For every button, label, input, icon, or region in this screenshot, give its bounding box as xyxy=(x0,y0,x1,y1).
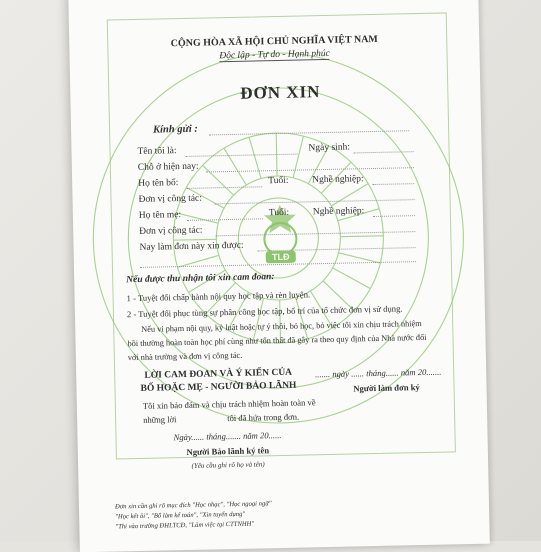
father-age-label: Tuổi: xyxy=(268,175,289,187)
watermark-ray xyxy=(333,267,371,289)
watermark-ray xyxy=(252,298,264,340)
emblem-text: TLĐ xyxy=(271,251,290,263)
greeting-label: Kính gửi : xyxy=(152,123,199,136)
commitment-item-1: 1 - Tuyệt đối chấp hành nội quy học tập và rèn luyện. xyxy=(126,289,311,304)
watermark-ray xyxy=(331,184,369,206)
nation-heading: CỘNG HÒA XÃ HỘI CHỦ NGHĨA VIỆT NAM xyxy=(170,33,378,50)
footer-note-line-3: "Thi vào trường ĐHLTCĐ, "Làm việc tại CTTNHH" xyxy=(115,520,255,531)
watermark-ray xyxy=(249,137,261,179)
guardian-heading-line-1: LỜI CAM ĐOAN VÀ Ý KIẾN CỦA xyxy=(144,367,293,381)
footer-note-line-2: "Học kết ôi", "Bổ làm kế toán", "Xin tuyển dụng" xyxy=(115,510,246,521)
watermark-ray xyxy=(224,148,246,186)
national-motto: Độc lập - Tự do - Hạnh phúc xyxy=(219,48,330,62)
mother-name-label: Họ tên mẹ: xyxy=(138,210,182,221)
commitment-paragraph-line-3: với nhà trường và đơn vị công tác. xyxy=(127,350,243,363)
request-label: Nay làm đơn này xin được: xyxy=(139,240,244,253)
commitment-item-2: 2 - Tuyệt đối phục tùng sự phân công học tập, bố trí của tổ chức đơn vị sử dụng. xyxy=(126,303,403,320)
name-label: Tên tôi là: xyxy=(137,146,177,157)
guardian-statement-line-1: Tôi xin bảo đảm và chịu trách nhiệm hoàn toàn về xyxy=(142,397,316,411)
footer-note-line-1: Đơn xin cần ghi rõ mục đích "Học nhạc", "Học ngoại ngữ" xyxy=(114,500,272,511)
father-name-label: Họ tên bố: xyxy=(138,178,179,189)
page-title: ĐƠN XIN xyxy=(240,82,321,103)
commitment-paragraph-line-1: Nếu vi phạm nội quy, kỷ luật hoặc tự ý thôi, bỏ học, bỏ việc tôi xin chịu trách nhiệm xyxy=(141,319,422,334)
guardian-date: Ngày...... tháng....... năm 20...... xyxy=(173,429,282,443)
mother-age-label: Tuổi: xyxy=(268,207,290,219)
watermark-ray xyxy=(176,212,218,224)
watermark-ray xyxy=(296,297,308,339)
watermark-ray xyxy=(340,236,383,237)
guardian-signature-label: Người Bảo lãnh ký tên xyxy=(186,445,270,457)
guardian-heading-line-2: BỐ HOẶC MẸ - NGƯỜI BẢO LÃNH xyxy=(140,380,297,394)
mother-workplace-label: Đơn vị công tác: xyxy=(139,225,203,237)
dob-label: Ngày sinh: xyxy=(308,142,351,154)
watermark-ray xyxy=(173,239,216,240)
commitment-paragraph-line-2: bồi thường hoàn toàn học phí cùng như tổn thất đã gây ra theo quy định của Nhà nước đối xyxy=(127,332,427,349)
guardian-signature-note: (Yêu cầu ghi rõ họ và tên) xyxy=(191,460,265,470)
father-workplace-label: Đơn vị công tác: xyxy=(138,193,202,205)
father-job-label: Nghề nghiệp: xyxy=(312,174,364,186)
mother-job-label: Nghề nghiệp: xyxy=(312,206,365,218)
address-label: Chỗ ở hiện nay: xyxy=(137,161,199,173)
application-form-page xyxy=(68,0,490,552)
guardian-statement-line-2: những lời xyxy=(143,414,177,425)
applicant-date: ....... ngày ...... tháng...... năm 20....... xyxy=(314,366,442,380)
applicant-signature-label: Người làm đơn ký xyxy=(353,382,420,394)
guardian-statement-line-2b: tôi đã hứa trong đơn. xyxy=(227,411,300,424)
watermark-ray xyxy=(203,165,234,196)
watermark-ray xyxy=(292,136,304,178)
commitment-intro: Nếu được thu nhận tôi xin cam đoan: xyxy=(126,272,275,286)
